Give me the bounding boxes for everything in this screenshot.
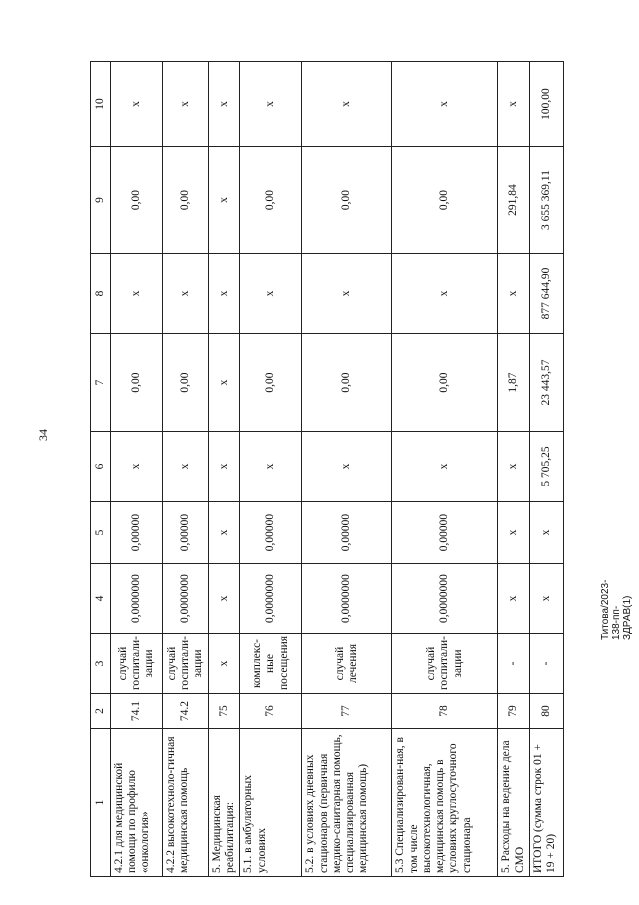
table-cell: случай госпитали-зации [163, 634, 209, 694]
table-cell: x [392, 62, 498, 147]
rotated-table-container [90, 62, 558, 877]
table-cell: x [163, 62, 209, 147]
table-row [209, 62, 240, 877]
table-cell: 877 644,90 [529, 254, 563, 334]
table-cell: x [392, 254, 498, 334]
table-cell: x [498, 432, 529, 502]
table-cell: 0,00000 [240, 502, 302, 564]
header-cell: 6 [91, 432, 111, 502]
table-cell: x [529, 564, 563, 634]
row-code-cell: 74.2 [163, 694, 209, 729]
table-cell: x [302, 254, 392, 334]
table-cell: x [209, 564, 240, 634]
table-cell: 0,0000000 [302, 564, 392, 634]
table-cell: 1,87 [498, 334, 529, 432]
table-row [498, 62, 529, 877]
header-cell: 7 [91, 334, 111, 432]
table-cell: 0,00000 [302, 502, 392, 564]
table-cell: x [163, 254, 209, 334]
table-row [302, 62, 392, 877]
page-number: 34 [36, 429, 50, 441]
table-cell: x [529, 502, 563, 564]
table-cell: 0,00 [392, 147, 498, 254]
table-cell: 0,0000000 [163, 564, 209, 634]
row-code-cell: 75 [209, 694, 240, 729]
row-name-cell: 5. Расходы на ведение дела СМО [498, 729, 529, 877]
table-cell: x [240, 254, 302, 334]
table-cell: x [498, 564, 529, 634]
table-cell: x [111, 432, 163, 502]
header-cell: 1 [91, 729, 111, 877]
table-cell: x [209, 147, 240, 254]
table-cell: x [498, 254, 529, 334]
table-cell: 23 443,57 [529, 334, 563, 432]
header-row [91, 62, 111, 877]
table-cell: x [302, 62, 392, 147]
table-cell: 0,00000 [392, 502, 498, 564]
table-cell: x [209, 502, 240, 564]
table-cell: 100,00 [529, 62, 563, 147]
row-code-cell: 79 [498, 694, 529, 729]
table-cell: 0,00 [111, 147, 163, 254]
row-name-cell: 4.2.2 высокотехноло-гичная медицинская помощь [163, 729, 209, 877]
table-cell: 0,00000 [163, 502, 209, 564]
table-cell: - [529, 634, 563, 694]
row-name-cell: 5. Медицинская реабилитация: [209, 729, 240, 877]
table-row [240, 62, 302, 877]
header-cell: 8 [91, 254, 111, 334]
row-code-cell: 74.1 [111, 694, 163, 729]
table-row [529, 62, 563, 877]
table-cell: x [302, 432, 392, 502]
row-name-cell: 5.1. в амбулаторных условиях [240, 729, 302, 877]
header-cell: 9 [91, 147, 111, 254]
table-cell: x [240, 62, 302, 147]
table-row [111, 62, 163, 877]
table-cell: 0,00 [392, 334, 498, 432]
table-cell: x [209, 334, 240, 432]
table-cell: случай лечения [302, 634, 392, 694]
row-name-cell: 4.2.1 для медицинской помощи по профилю «онкология» [111, 729, 163, 877]
row-name-cell: 5.2. в условиях дневных стационаров (первичная медико-санитарная помощь, специализированная медицинская помощь) [302, 729, 392, 877]
table-cell: 0,0000000 [111, 564, 163, 634]
table-cell: 0,0000000 [392, 564, 498, 634]
table-cell: x [498, 502, 529, 564]
table-cell: x [111, 62, 163, 147]
document-footer: Титова/2023-138-пп-ЗДРАВ(1) [600, 579, 633, 640]
header-cell: 2 [91, 694, 111, 729]
table-cell: x [163, 432, 209, 502]
table-cell: - [498, 634, 529, 694]
row-code-cell: 78 [392, 694, 498, 729]
table-row [392, 62, 498, 877]
table-cell: x [498, 62, 529, 147]
table-cell: 0,00 [240, 147, 302, 254]
table-cell: 0,00 [302, 147, 392, 254]
row-code-cell: 76 [240, 694, 302, 729]
header-cell: 3 [91, 634, 111, 694]
table-cell: 5 705,25 [529, 432, 563, 502]
table-cell: случай госпитали-зации [392, 634, 498, 694]
table-cell: 0,00 [111, 334, 163, 432]
header-cell: 4 [91, 564, 111, 634]
header-cell: 10 [91, 62, 111, 147]
table-cell: x [209, 634, 240, 694]
table-cell: 0,00 [240, 334, 302, 432]
row-code-cell: 77 [302, 694, 392, 729]
table-cell: x [240, 432, 302, 502]
table-cell: 0,00 [163, 147, 209, 254]
table-cell: x [209, 432, 240, 502]
row-name-cell: ИТОГО (сумма строк 01 + 19 + 20) [529, 729, 563, 877]
table-cell: 291,84 [498, 147, 529, 254]
table-cell: x [111, 254, 163, 334]
row-name-cell: 5.3 Специализирован-ная, в том числе высокотехнологичная, медицинская помощь в условиях круглосуточного стационара [392, 729, 498, 877]
table-cell: случай госпитали-зации [111, 634, 163, 694]
table-cell: x [209, 62, 240, 147]
table-cell: комплекс-ные посещения [240, 634, 302, 694]
table-cell: 3 655 369,11 [529, 147, 563, 254]
table-cell: 0,00 [163, 334, 209, 432]
table-cell: x [392, 432, 498, 502]
table-cell: 0,00000 [111, 502, 163, 564]
data-table [90, 61, 564, 877]
table-cell: 0,00 [302, 334, 392, 432]
table-row [163, 62, 209, 877]
table-cell: x [209, 254, 240, 334]
row-code-cell: 80 [529, 694, 563, 729]
header-cell: 5 [91, 502, 111, 564]
table-cell: 0,0000000 [240, 564, 302, 634]
